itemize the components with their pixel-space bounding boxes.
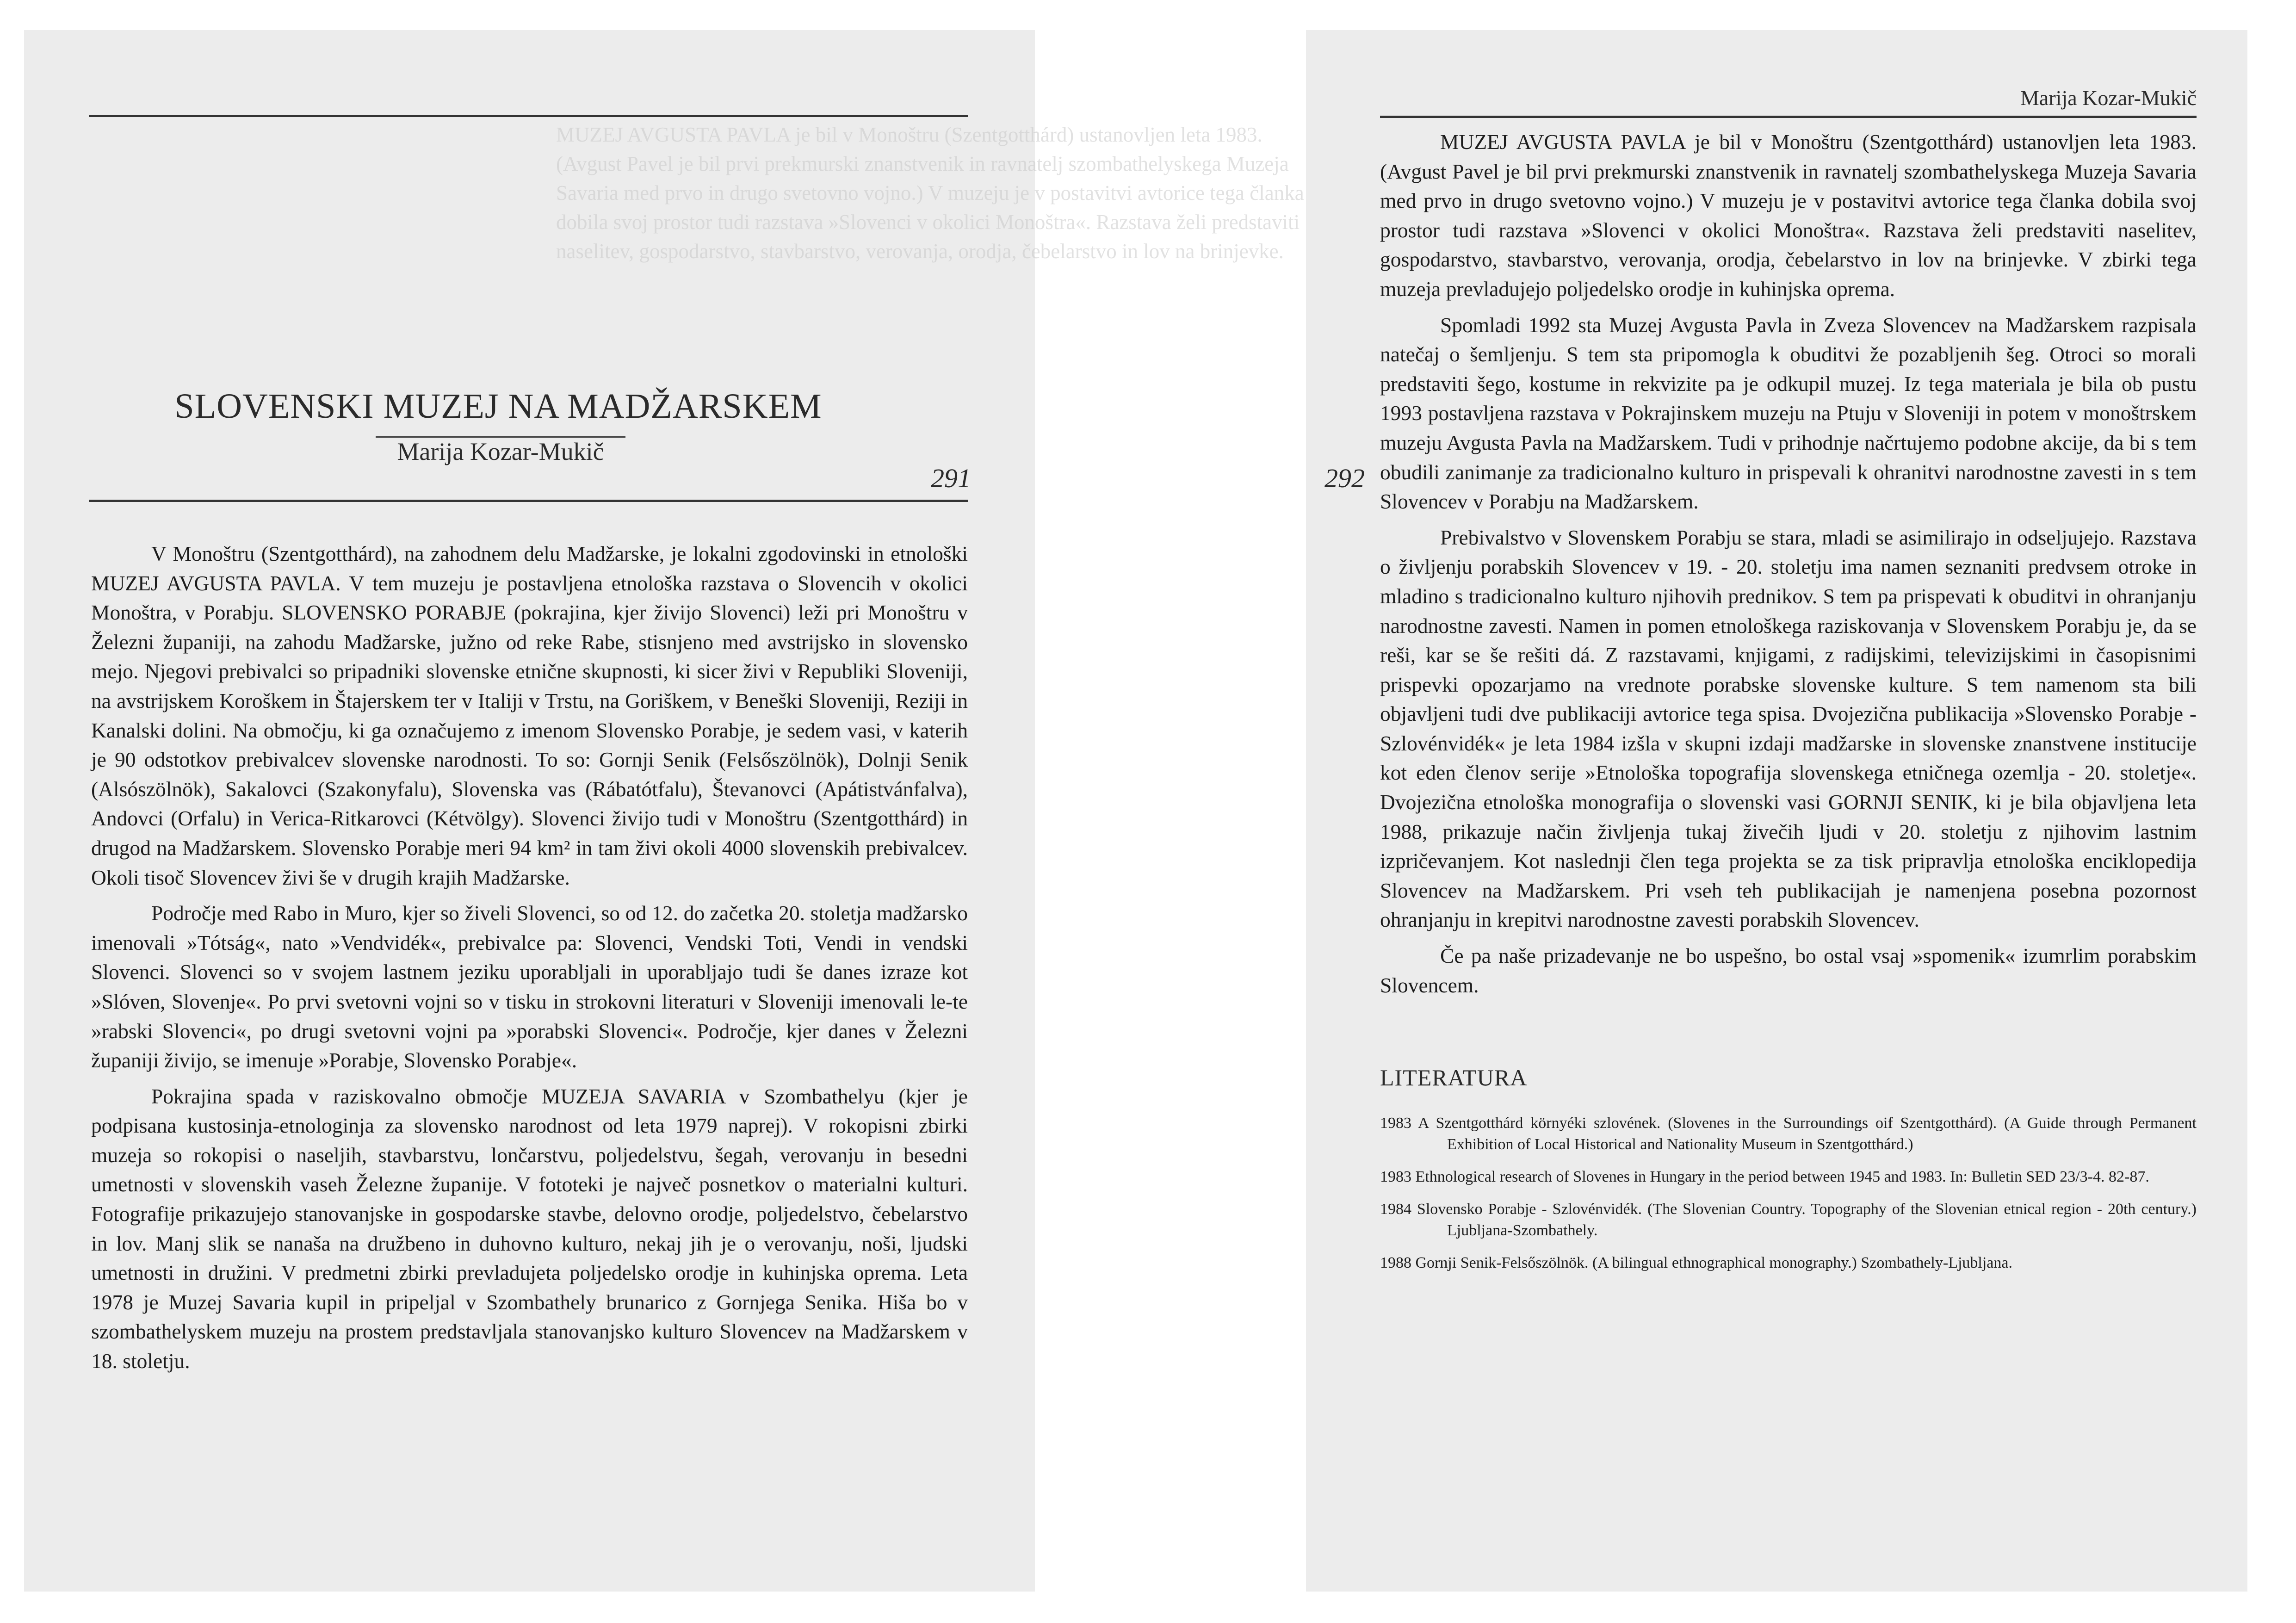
bleed-line: dobila svoj prostor tudi razstava »Slovenci v okolici Monoštra«. Razstava želi predstaviti [556,211,1300,234]
reference-item: 1984 Slovensko Porabje - Szlovénvidék. (The Slovenian Country. Topography of the Slovenian etnical region - 20th century.) Ljubljana-Szombathely. [1380,1201,2197,1239]
reference-item: 1983 Ethnological research of Slovenes in Hungary in the period between 1945 and 1983. In: Bulletin SED 23/3-4. 82-87. [1380,1168,2149,1185]
body-text [1380,127,2197,1006]
page-number: 292 [1324,463,1365,493]
bleed-line: naselitev, gospodarstvo, stavbarstvo, verovanja, orodja, čebelarstvo in lov na brinjevke. [556,240,1284,263]
paragraph: Pokrajina spada v raziskovalno območje MUZEJA SAVARIA v Szombathelyu (kjer je podpisana kustosinja-etnologinja za slovensko narodnost od leta 1979 naprej). V rokopisni zbirki muzeja so rokopisi o naseljih, stavbarstvu, lončarstvu, poljedelstvu, šegah, verovanju in besedni umetnosti v slovenskih vaseh Železne županije. V fototeki je največ posnetkov o materialni kulturi. Fotografije prikazujejo stanovanjske in gospodarske stavbe, delovno orodje, poljedelstvo, čebelarstvo in lov. Manj slik se nanaša na družbeno in duhovno kulturo, nekaj jih je o verovanju, noši, ljudski umetnosti in družini. V predmetni zbirki prevladujeta poljedelsko orodje in kuhinjska oprema. Leta 1978 je Muzej Savaria kupil in pripeljal v Szombathely brunarico z Gornjega Senika. Hiša bo v szombathelyskem muzeju na prostem predstavljala stanovanjsko kulturo Slovencev na Madžarskem v 18. stoletju. [91,1084,968,1373]
paragraph: Če pa naše prizadevanje ne bo uspešno, bo ostal vsaj »spomenik« izumrlim porabskim Slovencem. [1380,944,2197,997]
top-rule [1380,116,2197,118]
reference-item: 1988 Gornji Senik-Felsőszölnök. (A bilingual ethnographical monography.) Szombathely-Ljubljana. [1380,1254,2012,1271]
reference-item: 1983 A Szentgotthárd környéki szlovének. (Slovenes in the Surroundings oif Szentgotthárd). (A Guide through Permanent Exhibition of Local Historical and Nationality Museum in Szentgotthárd.) [1380,1115,2197,1153]
reference-list [1380,1113,2197,1285]
running-head: Marija Kozar-Mukič [2020,86,2197,110]
bleed-line: MUZEJ AVGUSTA PAVLA je bil v Monoštru (Szentgotthárd) ustanovljen leta 1983. [556,123,1262,146]
header-rule [89,500,968,502]
literature-heading: LITERATURA [1380,1065,1528,1090]
paragraph: Prebivalstvo v Slovenskem Porabju se stara, mladi se asimilirajo in odseljujejo. Razstava o življenju porabskih Slovencev v 19. - 20. stoletju ima namen seznaniti predvsem otroke in mladino s tradicionalno kulturo njihovih prednikov. S tem pa prispevati k obuditvi in ohranjanju narodnostne zavesti. Namen in pomen etnološkega raziskovanja v Slovenskem Porabju je, da se reši, kar se še rešiti dá. Z razstavami, knjigami, z radijskimi, televizijskimi in časopisnimi prispevki opozarjamo na vrednote porabske slovenske kulture. S tem namenom sta bili objavljeni tudi dve publikaciji avtorice tega spisa. Dvojezična publikacija »Slovensko Porabje - Szlovénvidék« je leta 1984 izšla v skupni izdaji madžarske in slovenske znanstvene institucije kot eden členov serije »Etnološka topografija slovenskega etničnega ozemlja - 20. stoletje«. Dvojezična etnološka monografija o slovenski vasi GORNJI SENIK, ki je bila objavljena leta 1988, prikazuje način življenja tukaj živečih ljudi v 20. stoletju z njihovim lastnim izpričevanjem. Kot naslednji člen tega projekta se za tisk pripravlja etnološka enciklopedija Slovencev na Madžarskem. Pri vseh teh publikacijah je namenjena posebna pozornost ohranjanju in krepitvi narodnostne zavesti porabskih Slovencev. [1380,525,2197,932]
body-text [91,539,968,1382]
article-title: SLOVENSKI MUZEJ NA MADŽARSKEM [174,387,822,426]
bleed-line: (Avgust Pavel je bil prvi prekmurski znanstvenik in ravnatelj szombathelyskega Muzeja [556,152,1289,175]
paragraph: Področje med Rabo in Muro, kjer so živeli Slovenci, so od 12. do začetka 20. stoletja madžarsko imenovali »Tótság«, nato »Vendvidék«, prebivalce pa: Slovenci, Vendski Toti, Vendi in vendski Slovenci. Slovenci so v svojem lastnem jeziku uporabljali in uporabljajo tudi še danes izraze kot »Slóven, Slovenje«. Po prvi svetovni vojni so v tisku in strokovni literaturi v Sloveniji imenovali le-te »rabski Slovenci«, po drugi svetovni vojni pa »porabski Slovenci«. Področje, kjer danes v Železni županiji živijo, se imenuje »Porabje, Slovensko Porabje«. [91,901,968,1072]
left-page [24,30,1304,1592]
paragraph: V Monoštru (Szentgotthárd), na zahodnem delu Madžarske, je lokalni zgodovinski in etnološki MUZEJ AVGUSTA PAVLA. V tem muzeju je postavljena etnološka razstava o Slovencih v okolici Monoštra, v Porabju. SLOVENSKO PORABJE (pokrajina, kjer živijo Slovenci) leži pri Monoštru v Železni županiji, na zahodu Madžarske, južno od reke Rabe, stisnjeno med avstrijsko in slovensko mejo. Njegovi prebivalci so pripadniki slovenske etnične skupnosti, ki sicer živi v Republiki Sloveniji, na avstrijskem Koroškem in Štajerskem ter v Italiji v Trstu, na Goriškem, v Beneški Sloveniji, Reziji in Kanalski dolini. Na območju, ki ga označujemo z imenom Slovensko Porabje, je sedem vasi, v katerih je 90 odstotkov prebivalcev slovenske narodnosti. To so: Gornji Senik (Felsőszölnök), Dolnji Senik (Alsószölnök), Sakalovci (Szakonyfalu), Slovenska vas (Rábatótfalu), Števanovci (Apátistvánfalva), Andovci (Orfalu) in Verica-Ritkarovci (Kétvölgy). Slovenci živijo tudi v Monoštru (Szentgotthárd) in drugod na Madžarskem. Slovensko Porabje meri 94 km² in tam živi okoli 4000 slovenskih prebivalcev. Okoli tisoč Slovencev živi še v drugih krajih Madžarske. [91,542,968,889]
article-author: Marija Kozar-Mukič [397,438,604,465]
paragraph: Spomladi 1992 sta Muzej Avgusta Pavla in Zveza Slovencev na Madžarskem razpisala natečaj o šemljenju. S tem sta pripomogla k obuditvi že pozabljenih šeg. Otroci so morali predstaviti šego, kostume in rekvizite pa je odkupil muzej. Iz tega materiala je bila ob pustu 1993 postavljena razstava v Pokrajinskem muzeju na Ptuju v Sloveniji in potem v monoštrskem muzeju Avgusta Pavla na Madžarskem. Tudi v prihodnje načrtujemo podobne akcije, da bi s tem obudili zanimanje za tradicionalno kulturo in prispevali k ohranitvi narodnostne zavesti in s tem Slovencev v Porabju na Madžarskem. [1380,313,2197,514]
page-number: 291 [931,463,971,493]
bleed-line: Savaria med prvo in drugo svetovno vojno.) V muzeju je v postavitvi avtorice tega članka [556,181,1304,204]
top-rule [89,115,968,117]
bleed-through-text [556,120,1304,266]
right-page [1306,30,2247,1592]
paragraph: MUZEJ AVGUSTA PAVLA je bil v Monoštru (Szentgotthárd) ustanovljen leta 1983. (Avgust Pavel je bil prvi prekmurski znanstvenik in ravnatelj szombathelyskega Muzeja Savaria med prvo in drugo svetovno vojno.) V muzeju je v postavitvi avtorice tega članka dobila svoj prostor tudi razstava »Slovenci v okolici Monoštra«. Razstava želi predstaviti naselitev, gospodarstvo, stavbarstvo, verovanja, orodja, čebelarstvo in lov na brinjevke. V zbirki tega muzeja prevladujejo poljedelsko orodje in kuhinjska oprema. [1380,130,2197,301]
